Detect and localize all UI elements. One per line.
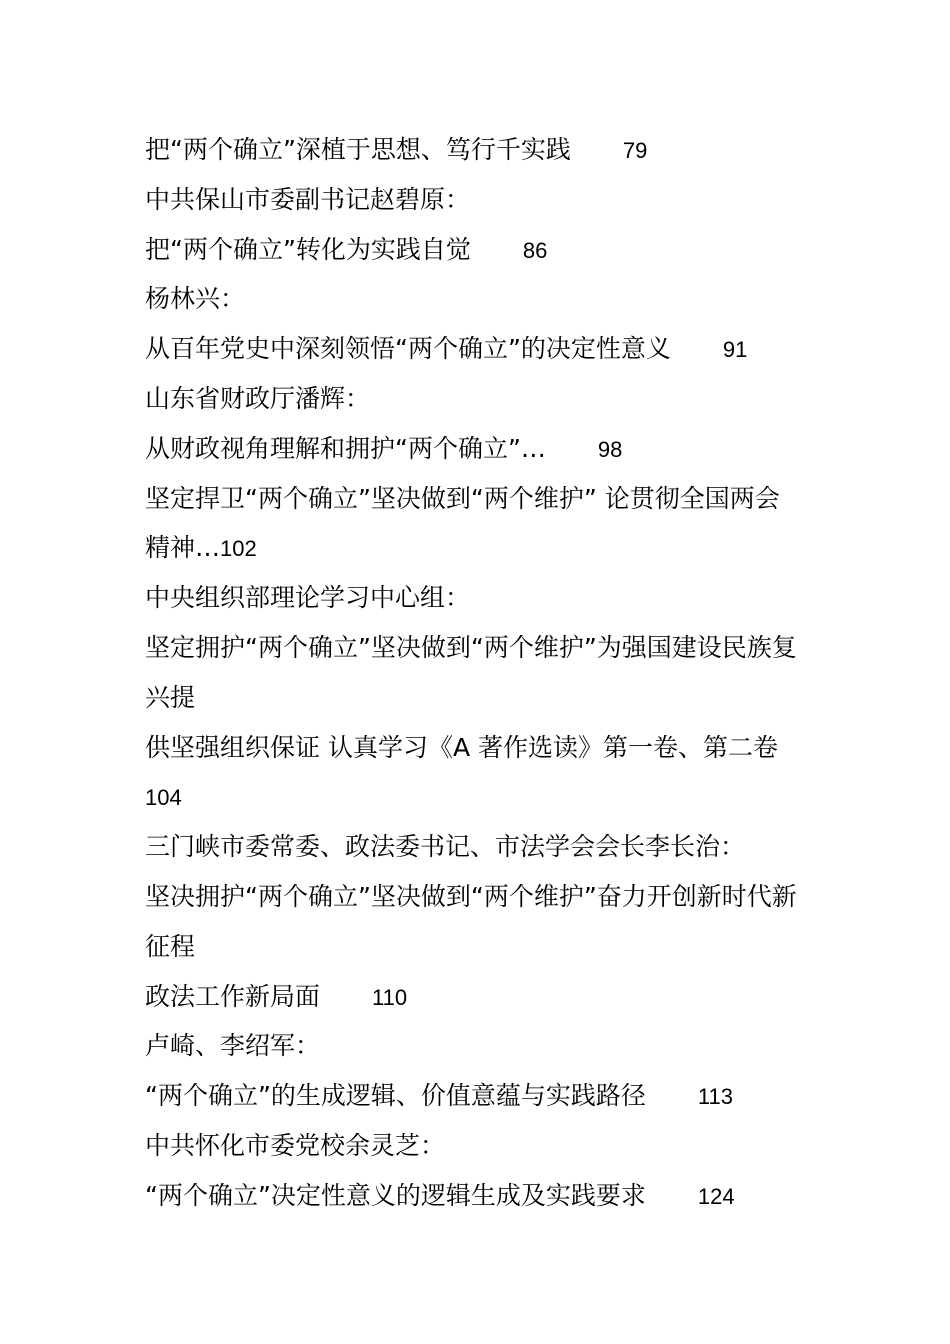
toc-entry-title: 坚定捍卫“两个确立”坚决做到“两个维护” 论贯彻全国两会 [145,483,780,513]
toc-line [145,523,825,573]
toc-page-number: 124 [697,1183,735,1209]
toc-author-line [145,274,825,324]
toc-page-number: 79 [622,138,648,163]
toc-author: 三门峡市委常委、政法委书记、市法学会会长李长治： [145,832,746,862]
toc-author-line [145,1121,825,1171]
toc-line [145,125,825,175]
toc-line [145,623,825,673]
toc-line [145,225,825,275]
toc-line [145,723,825,773]
toc-entry-title: 政法工作新局面 [145,981,321,1011]
toc-page-number: 110 [372,984,408,1010]
toc-page-number: 104 [145,785,182,811]
toc-author: 卢崎、李绍军： [145,1031,321,1061]
toc-entry-title: 兴提 [145,682,196,712]
toc-line [145,972,825,1022]
toc-author: 山东省财政厅潘辉： [145,383,371,413]
toc-line [145,474,825,524]
toc-entry-title: 供坚强组织保证 认真学习《A 著作选读》第一卷、第二卷 [145,732,778,762]
toc-line [145,324,825,374]
toc-author-line [145,374,825,424]
toc-entry-title: 从财政视角理解和拥护“两个确立”… [145,433,546,463]
toc-entry-title: 精神… [145,533,221,563]
toc-page-number: 102 [220,536,257,562]
toc-entry-title: “两个确立”的生成逻辑、价值意蕴与实践路径 [145,1081,646,1111]
toc-page-number: 113 [697,1084,733,1110]
toc-author-line [145,175,825,225]
toc-entry-title: 征程 [145,931,196,961]
toc-entry-title: “两个确立”决定性意义的逻辑生成及实践要求 [145,1180,646,1210]
toc-entry-title: 把“两个确立”深植于思想、笃行千实践 [145,135,571,164]
toc-line [145,673,825,723]
toc-page-number: 86 [522,237,548,263]
toc-page-number: 91 [722,337,748,363]
toc-line [145,424,825,474]
table-of-contents [145,125,825,1221]
toc-author-line [145,822,825,872]
toc-entry-title: 坚定拥护“两个确立”坚决做到“两个维护”为强国建设民族复 [145,632,797,662]
toc-author-line [145,573,825,623]
toc-entry-title: 从百年党史中深刻领悟“两个确立”的决定性意义 [145,334,671,364]
toc-author-line [145,1021,825,1071]
toc-author: 中共保山市委副书记赵碧原： [145,184,471,214]
toc-line [145,1071,825,1121]
toc-line [145,1171,825,1221]
toc-author: 中央组织部理论学习中心组： [145,583,471,613]
toc-entry-title: 坚决拥护“两个确立”坚决做到“两个维护”奋力开创新时代新 [145,881,797,911]
toc-line [145,772,825,822]
toc-page-number: 98 [597,436,623,462]
toc-author: 中共怀化市委党校余灵芝： [145,1130,446,1160]
toc-entry-title: 把“两个确立”转化为实践自觉 [145,234,471,264]
toc-line [145,872,825,922]
toc-author: 杨林兴： [145,284,246,314]
toc-line [145,922,825,972]
